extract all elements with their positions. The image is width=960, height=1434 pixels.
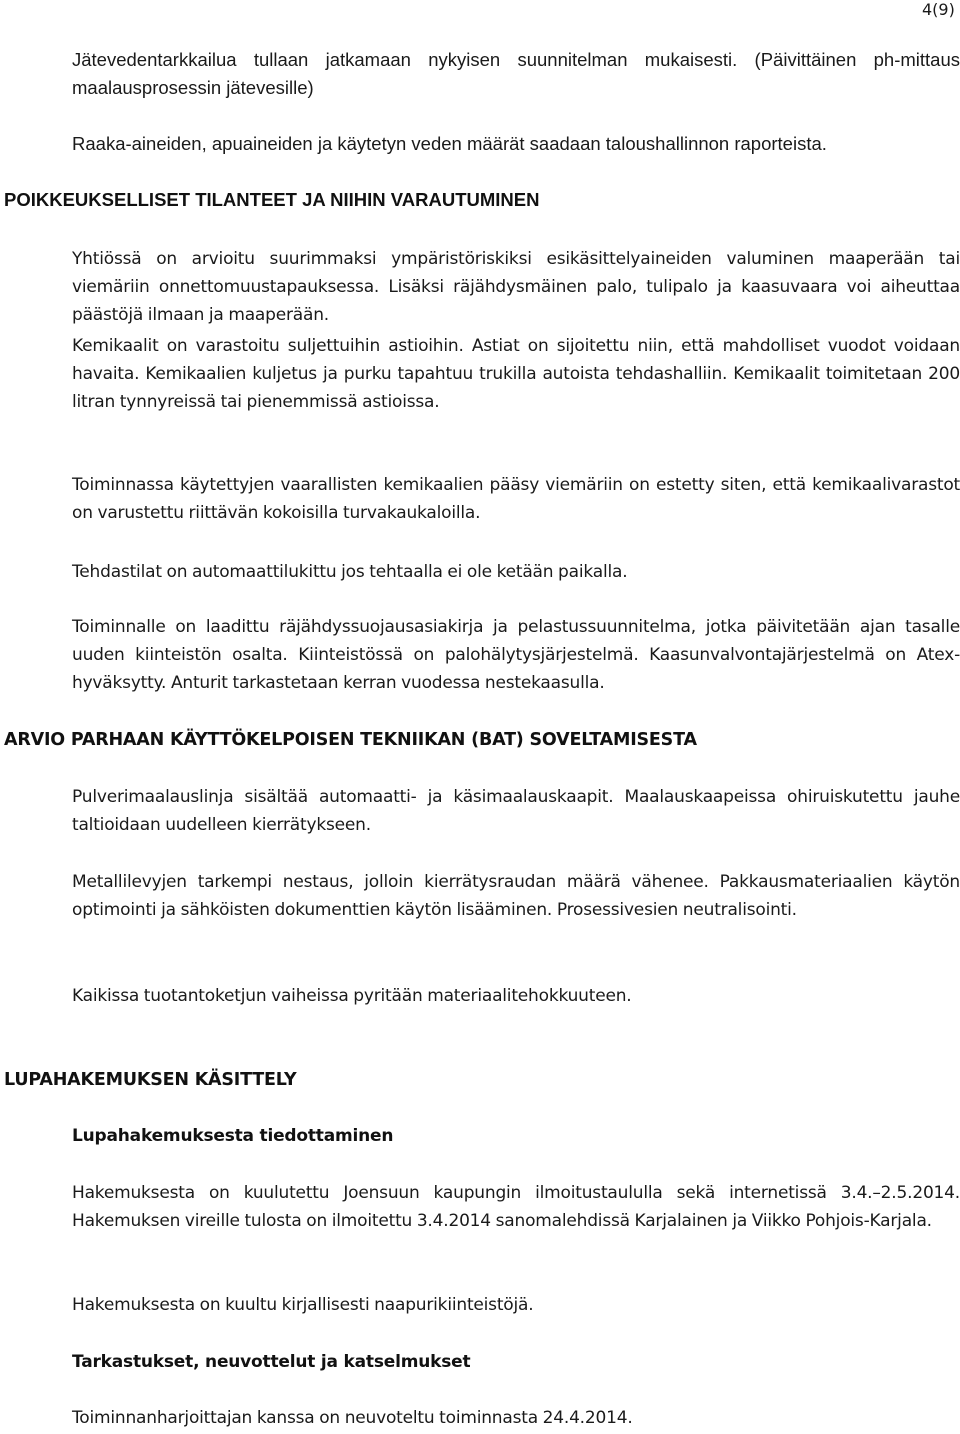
- subheading-permit-notification: Lupahakemuksesta tiedottaminen: [72, 1126, 394, 1146]
- paragraph-facility-locking: Tehdastilat on automaattilukittu jos tehtaalla ei ole ketään paikalla.: [72, 562, 628, 582]
- section-heading-exceptional-situations: POIKKEUKSELLISET TILANTEET JA NIIHIN VARAUTUMINEN: [4, 189, 540, 210]
- paragraph-raw-material-reporting: Raaka-aineiden, apuaineiden ja käytetyn veden määrät saadaan taloushallinnon raporteista.: [72, 133, 827, 154]
- page-number: 4(9): [922, 0, 955, 19]
- paragraph-environmental-risks: Yhtiössä on arvioitu suurimmaksi ympäristöriskiksi esikäsittelyaineiden valuminen maaperään tai viemäriin onnettomuustapauksessa. Lisäksi räjähdysmäinen palo, tulipalo ja kaasuvaara voi aiheuttaa päästöjä ilmaan ja maaperään.: [72, 249, 960, 325]
- paragraph-public-announcement: Hakemuksesta on kuulutettu Joensuun kaupungin ilmoitustaululla sekä internetissä 3.4.–2.5.2014. Hakemuksen vireille tulosta on ilmoitettu 3.4.2014 sanomalehdissä Karjalainen ja Viikko Pohjois-Karjala.: [72, 1183, 960, 1231]
- paragraph-wastewater-monitoring: Jätevedentarkkailua tullaan jatkamaan nykyisen suunnitelman mukaisesti. (Päivittäinen ph-mittaus maalausprosessin jätevesille): [72, 49, 960, 98]
- paragraph-operator-negotiation: Toiminnanharjoittajan kanssa on neuvoteltu toiminnasta 24.4.2014.: [72, 1408, 633, 1428]
- paragraph-production-efficiency: Kaikissa tuotantoketjun vaiheissa pyritään materiaalitehokkuuteen.: [72, 986, 632, 1006]
- paragraph-chemical-storage: Kemikaalit on varastoitu suljettuihin astioihin. Astiat on sijoitettu niin, että mahdolliset vuodot voidaan havaita. Kemikaalien kuljetus ja purku tapahtuu trukilla autoista tehdashalliin. Kemikaalit toimitetaan 200 litran tynnyreissä tai pienemmissä astioissa.: [72, 336, 960, 412]
- paragraph-hazardous-chemicals: Toiminnassa käytettyjen vaarallisten kemikaalien pääsy viemäriin on estetty siten, että kemikaalivarastot on varustettu riittävän kokoisilla turvakaukaloilla.: [72, 475, 960, 523]
- subheading-inspections-negotiations: Tarkastukset, neuvottelut ja katselmukset: [72, 1352, 471, 1372]
- section-heading-permit-processing: LUPAHAKEMUKSEN KÄSITTELY: [4, 1070, 297, 1090]
- paragraph-neighbour-hearing: Hakemuksesta on kuultu kirjallisesti naapurikiinteistöjä.: [72, 1295, 534, 1315]
- paragraph-explosion-protection: Toiminnalle on laadittu räjähdyssuojausasiakirja ja pelastussuunnitelma, jotka päivitetään ajan tasalle uuden kiinteistön osalta. Kiinteistössä on palohälytysjärjestelmä. Kaasunvalvontajärjestelmä on Atex-hyväksytty. Anturit tarkastetaan kerran vuodessa nestekaasulla.: [72, 617, 960, 693]
- paragraph-material-efficiency-measures: Metallilevyjen tarkempi nestaus, jolloin kierrätysraudan määrä vähenee. Pakkausmateriaalien käytön optimointi ja sähköisten dokumenttien käytön lisääminen. Prosessivesien neutralisointi.: [72, 872, 960, 920]
- section-heading-bat-assessment: ARVIO PARHAAN KÄYTTÖKELPOISEN TEKNIIKAN (BAT) SOVELTAMISESTA: [4, 730, 697, 750]
- paragraph-powder-coating: Pulverimaalauslinja sisältää automaatti- ja käsimaalauskaapit. Maalauskaapeissa ohiruiskutettu jauhe taltioidaan uudelleen kierrätykseen.: [72, 787, 960, 835]
